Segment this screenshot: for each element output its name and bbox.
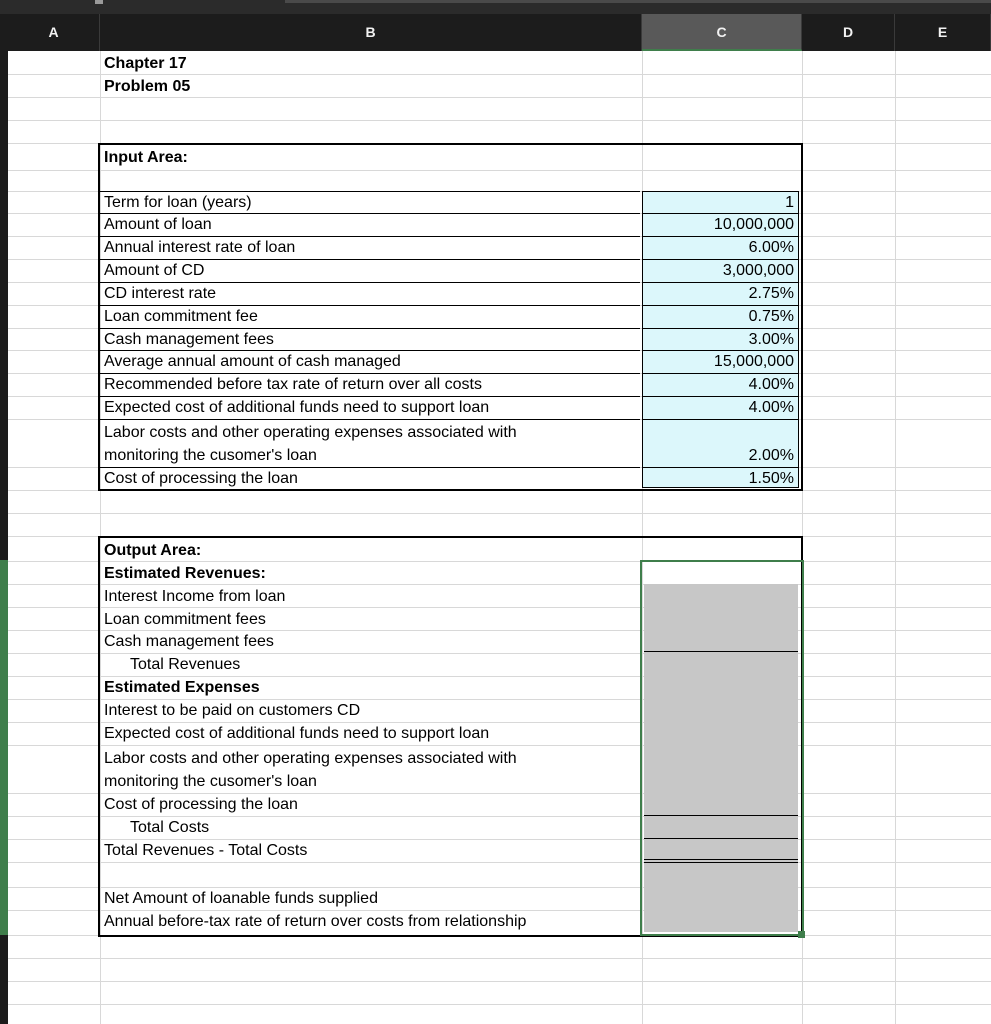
input-value-cd-amount[interactable]: 3,000,000: [722, 262, 794, 279]
input-value-commitment-fee[interactable]: 0.75%: [748, 308, 794, 325]
input-label-cd-rate[interactable]: CD interest rate: [104, 285, 217, 302]
output-label-interest-income[interactable]: Interest Income from loan: [104, 588, 286, 605]
input-value-interest-rate[interactable]: 6.00%: [748, 239, 794, 256]
input-value-labor-costs[interactable]: 2.00%: [748, 447, 794, 464]
output-label-cd-interest[interactable]: Interest to be paid on customers CD: [104, 702, 361, 719]
column-header-e[interactable]: E: [895, 14, 991, 51]
input-label-term[interactable]: Term for loan (years): [104, 194, 252, 211]
column-header-d[interactable]: D: [802, 14, 895, 51]
input-value-cash-managed[interactable]: 15,000,000: [713, 353, 794, 370]
input-label-labor-costs[interactable]: Labor costs and other operating expenses associated with: [104, 424, 517, 441]
output-area-header[interactable]: Output Area:: [104, 542, 202, 559]
input-label-interest-rate[interactable]: Annual interest rate of loan: [104, 239, 296, 256]
input-area-header[interactable]: Input Area:: [104, 149, 188, 166]
input-label-recommended-rate[interactable]: Recommended before tax rate of return over all costs: [104, 376, 482, 393]
input-label-cd-amount[interactable]: Amount of CD: [104, 262, 205, 279]
name-box-dropdown-icon[interactable]: [95, 0, 103, 4]
gridline: [895, 51, 896, 1024]
column-header-a[interactable]: A: [8, 14, 100, 51]
chapter-title[interactable]: Chapter 17: [104, 55, 187, 72]
fill-handle[interactable]: [798, 931, 805, 938]
input-value-recommended-rate[interactable]: 4.00%: [748, 376, 794, 393]
output-label-labor-costs-line2[interactable]: monitoring the cusomer's loan: [104, 773, 317, 790]
window-top-bar: [0, 0, 991, 14]
output-label-total-costs[interactable]: Total Costs: [130, 819, 210, 836]
formula-bar[interactable]: [285, 0, 991, 3]
expenses-header[interactable]: Estimated Expenses: [104, 679, 260, 696]
column-header-b[interactable]: B: [100, 14, 642, 51]
column-header-c[interactable]: C: [642, 14, 802, 51]
output-label-cash-fees[interactable]: Cash management fees: [104, 633, 274, 650]
input-label-labor-costs-line2[interactable]: monitoring the cusomer's loan: [104, 447, 317, 464]
input-label-cash-managed[interactable]: Average annual amount of cash managed: [104, 353, 401, 370]
column-header-bar: [0, 14, 991, 51]
input-label-loan-amount[interactable]: Amount of loan: [104, 216, 212, 233]
input-label-processing-cost[interactable]: Cost of processing the loan: [104, 470, 298, 487]
output-label-commitment-fees[interactable]: Loan commitment fees: [104, 611, 266, 628]
input-value-loan-amount[interactable]: 10,000,000: [713, 216, 794, 233]
problem-title[interactable]: Problem 05: [104, 78, 191, 95]
input-value-cd-rate[interactable]: 2.75%: [748, 285, 794, 302]
output-label-additional-funds[interactable]: Expected cost of additional funds need to support loan: [104, 725, 490, 742]
input-label-additional-funds[interactable]: Expected cost of additional funds need to support loan: [104, 399, 490, 416]
revenues-header[interactable]: Estimated Revenues:: [104, 565, 266, 582]
output-label-annual-rate[interactable]: Annual before-tax rate of return over costs from relationship: [104, 913, 527, 930]
input-value-processing-cost[interactable]: 1.50%: [748, 470, 794, 487]
output-label-total-revenues[interactable]: Total Revenues: [130, 656, 241, 673]
output-label-net[interactable]: Total Revenues - Total Costs: [104, 842, 308, 859]
output-label-net-funds[interactable]: Net Amount of loanable funds supplied: [104, 890, 378, 907]
input-label-cash-fees[interactable]: Cash management fees: [104, 331, 274, 348]
output-label-labor-costs[interactable]: Labor costs and other operating expenses associated with: [104, 750, 517, 767]
input-label-commitment-fee[interactable]: Loan commitment fee: [104, 308, 258, 325]
input-value-additional-funds[interactable]: 4.00%: [748, 399, 794, 416]
output-label-processing[interactable]: Cost of processing the loan: [104, 796, 298, 813]
cell-selection-range[interactable]: [640, 560, 804, 936]
input-value-term[interactable]: 1: [785, 194, 794, 211]
input-value-cash-fees[interactable]: 3.00%: [748, 331, 794, 348]
